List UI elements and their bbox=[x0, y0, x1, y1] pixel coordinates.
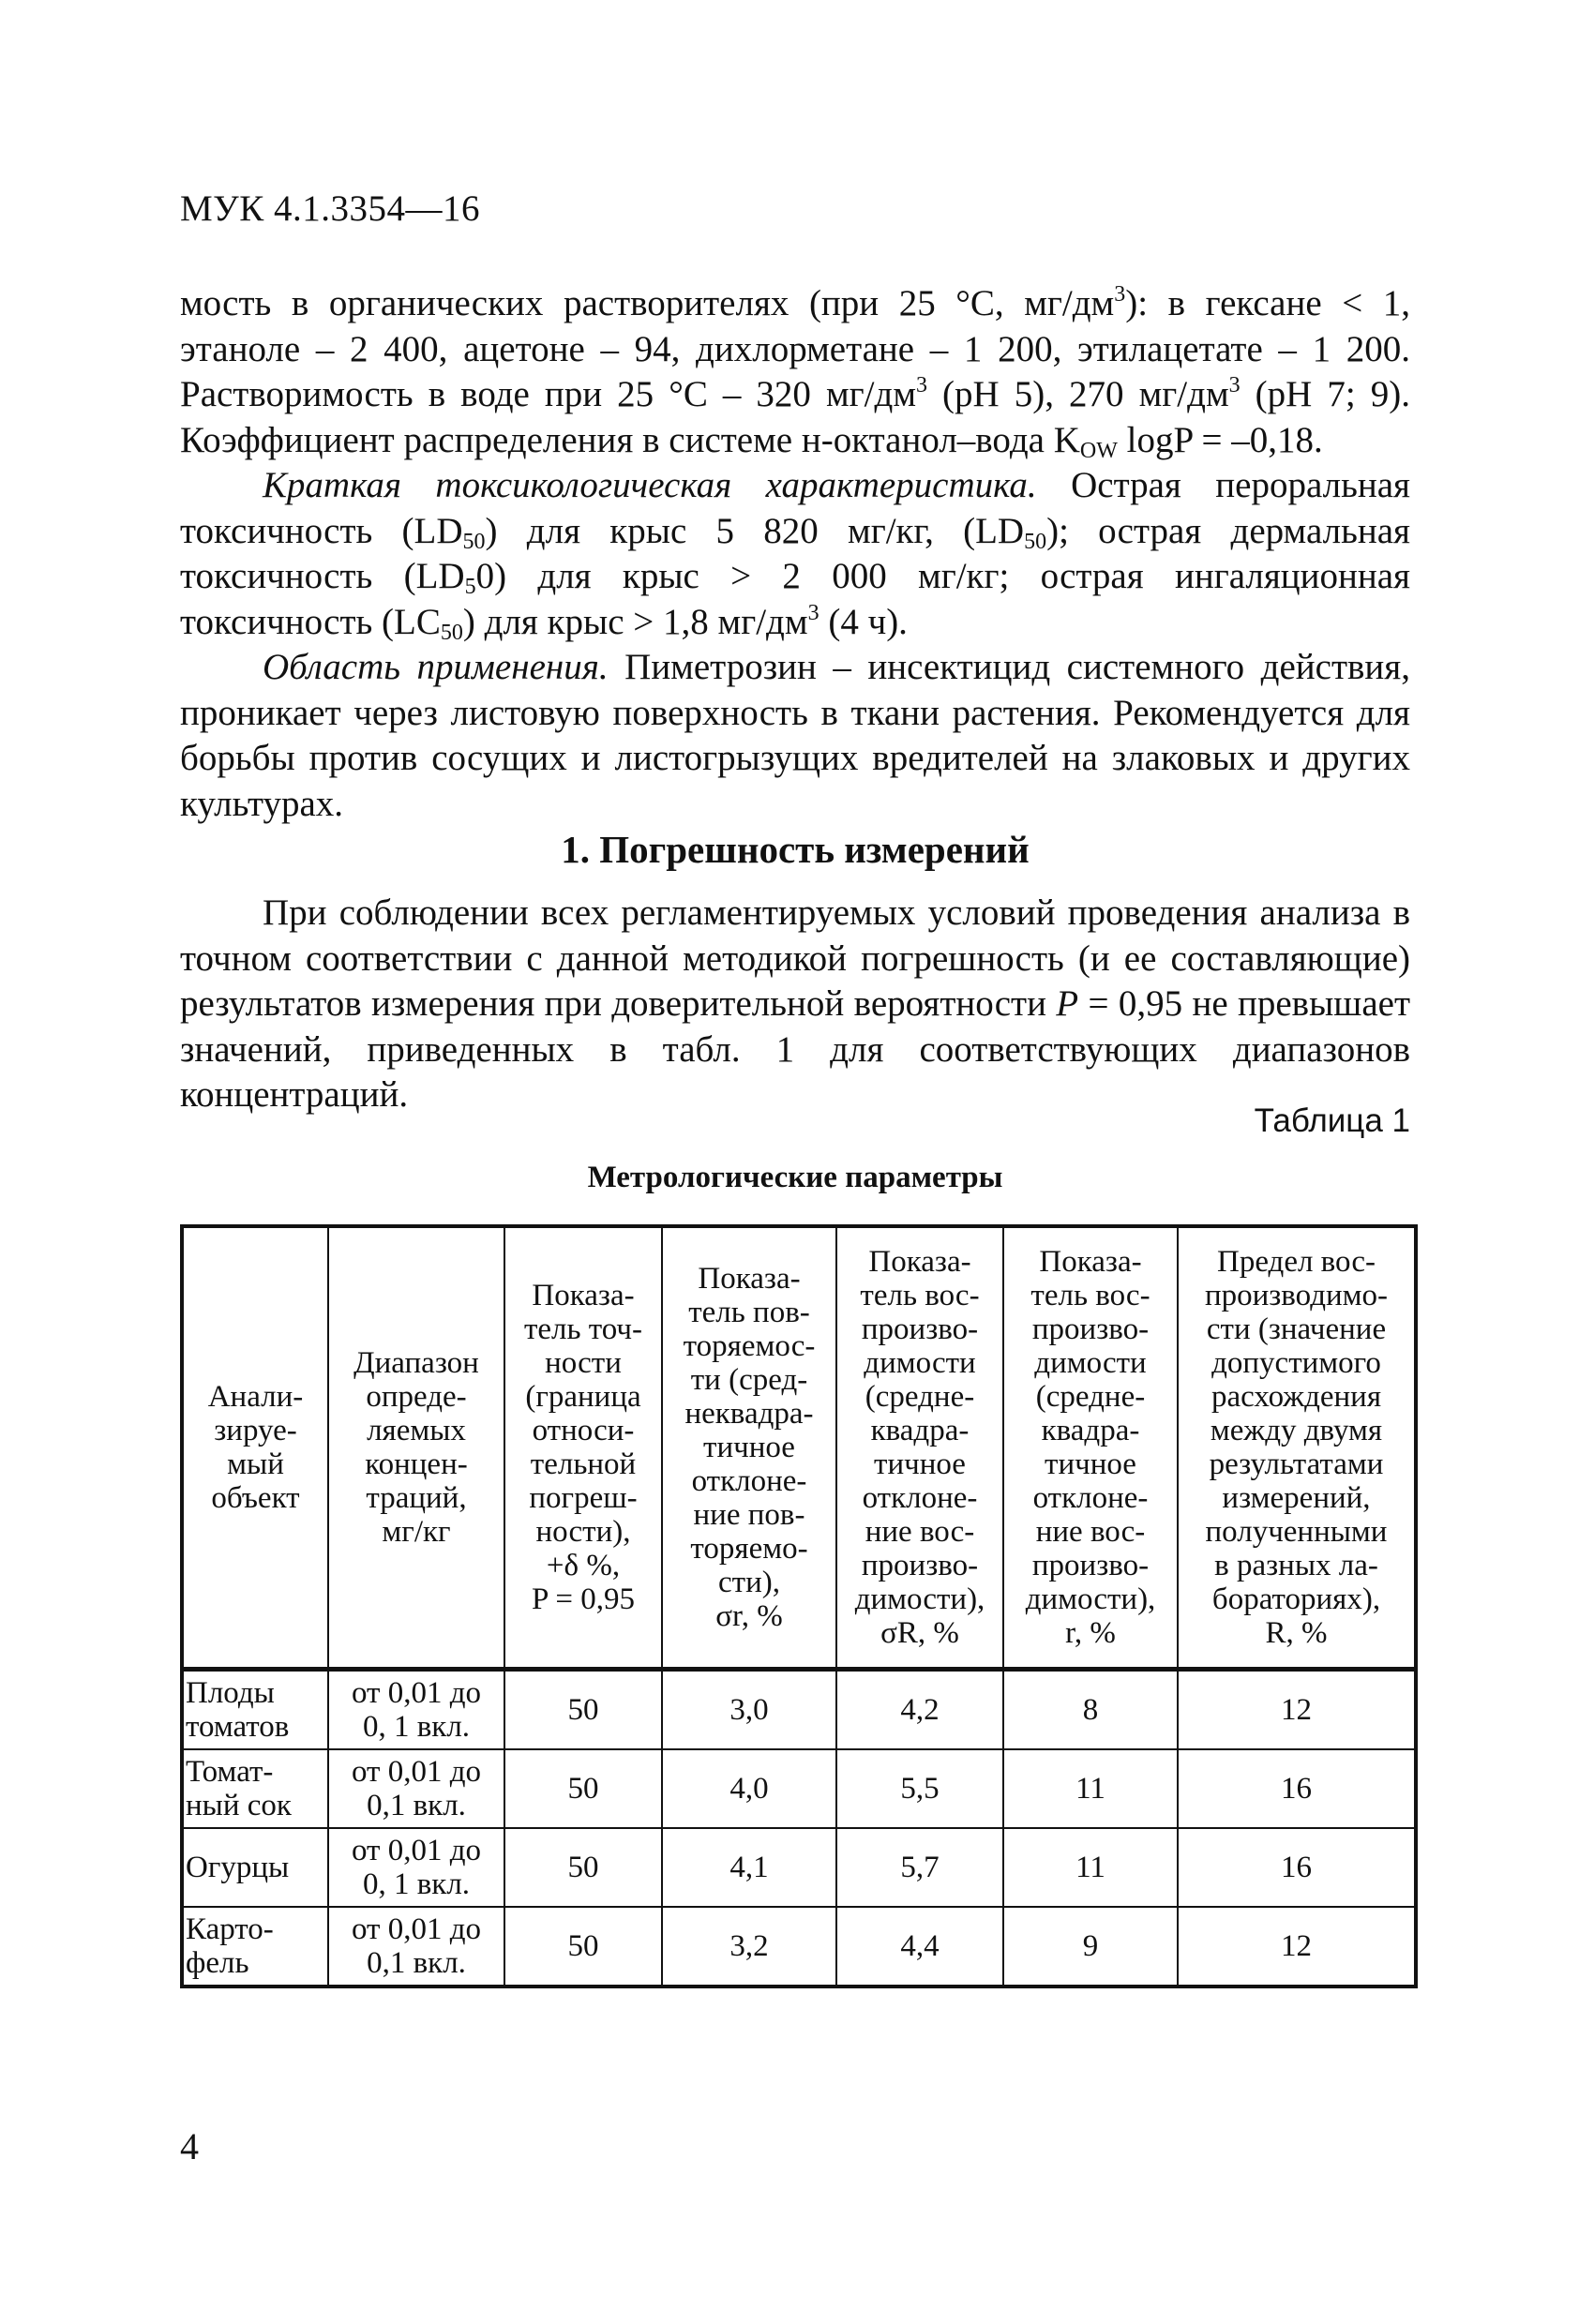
table-row bbox=[182, 1907, 1416, 1987]
toxicology-paragraph: Краткая токсикологическая характеристика. Острая пероральная токсичность $(LD_{50})$ для крыс 5 820 мг/кг, $(LD_{50})$; острая дермальная токсичность $(LD_50)$ для крыс > 2 000 мг/кг; острая ингаляционная токсичность $(LC_{50})$ для крыс > 1,8 $мг/дм^3$ (4 ч). bbox=[180, 465, 1410, 645]
header-reproducibility-r: Показа- тель вос- произво- димости (средне- квадра- тичное отклоне- ние вос- произво- димости), r, % bbox=[1003, 1226, 1178, 1670]
header-range: Диапазон опреде- ляемых концен- траций, мг/кг bbox=[328, 1226, 504, 1670]
section-title: 1. Погрешность измерений bbox=[561, 828, 1030, 871]
header-reproducibility-limit: Предел вос- производимо- сти (значение допустимого расхождения между двумя результатами измерений, полученными в разных ла- бораториях), R, % bbox=[1178, 1226, 1416, 1670]
cell-repeatability: 3,2 bbox=[662, 1907, 836, 1987]
cell-limit: 16 bbox=[1178, 1749, 1416, 1828]
cell-range: от 0,01 до 0,1 вкл. bbox=[328, 1907, 504, 1987]
cell-limit: 12 bbox=[1178, 1670, 1416, 1750]
application-paragraph: Область применения. Пиметрозин – инсектицид системного действия, проникает через листовую поверхность в ткани растения. Рекомендуется для борьбы против сосущих и листогрызущих вредителей на злаковых и других культурах. bbox=[180, 647, 1410, 824]
cell-object: Карто- фель bbox=[182, 1907, 328, 1987]
table-label: Таблица 1 bbox=[1254, 1102, 1410, 1139]
table-title: Метрологические параметры bbox=[587, 1161, 1003, 1194]
header-repeatability: Показа- тель пов- торяемос- ти (сред- неквадра- тичное отклоне- ние пов- торяемо- сти), σr, % bbox=[662, 1226, 836, 1670]
cell-accuracy: 50 bbox=[504, 1749, 662, 1828]
document-code: МУК 4.1.3354—16 bbox=[180, 188, 481, 229]
cell-limit: 12 bbox=[1178, 1907, 1416, 1987]
cell-reproducibility: 5,5 bbox=[836, 1749, 1003, 1828]
cell-range: от 0,01 до 0,1 вкл. bbox=[328, 1749, 504, 1828]
body-text bbox=[180, 281, 1410, 827]
cell-r: 11 bbox=[1003, 1749, 1178, 1828]
cell-range: от 0,01 до 0, 1 вкл. bbox=[328, 1828, 504, 1907]
cell-reproducibility: 4,2 bbox=[836, 1670, 1003, 1750]
cell-range: от 0,01 до 0, 1 вкл. bbox=[328, 1670, 504, 1750]
solubility-paragraph: мость в органических растворителях (при 25 °С, $мг/дм^3$): в гексане < 1, этаноле – 2 400, ацетоне – 94, дихлорметане – 1 200, этилацетате – 1 200. Растворимость в воде при 25 °С – 320 $мг/дм^3$ (рН 5), 270 $мг/дм^3$ (рН 7; 9). Коэффициент распределения в системе н-октанол–вода $K_{OW}$ logP = –0,18. bbox=[180, 282, 1410, 463]
error-paragraph: При соблюдении всех регламентируемых условий проведения анализа в точном соответствии с данной методикой погрешность (и ее составляющие) результатов измерения при доверительной вероятности P = 0,95 не превышает значений, приведенных в табл. 1 для соответствующих диапазонов концентраций. bbox=[180, 892, 1410, 1115]
cell-repeatability: 4,0 bbox=[662, 1749, 836, 1828]
cell-object: Томат- ный сок bbox=[182, 1749, 328, 1828]
table-row bbox=[182, 1670, 1416, 1750]
table-row bbox=[182, 1828, 1416, 1907]
metrology-table bbox=[180, 1224, 1418, 1988]
cell-accuracy: 50 bbox=[504, 1828, 662, 1907]
table-row bbox=[182, 1749, 1416, 1828]
cell-object: Огурцы bbox=[182, 1828, 328, 1907]
table-header-row bbox=[182, 1226, 1416, 1670]
header-object: Анали- зируе- мый объект bbox=[182, 1226, 328, 1670]
section-text bbox=[180, 891, 1410, 1118]
cell-r: 9 bbox=[1003, 1907, 1178, 1987]
cell-repeatability: 3,0 bbox=[662, 1670, 836, 1750]
cell-r: 11 bbox=[1003, 1828, 1178, 1907]
page-number: 4 bbox=[180, 2125, 199, 2167]
cell-object: Плоды томатов bbox=[182, 1670, 328, 1750]
cell-r: 8 bbox=[1003, 1670, 1178, 1750]
cell-accuracy: 50 bbox=[504, 1907, 662, 1987]
cell-reproducibility: 4,4 bbox=[836, 1907, 1003, 1987]
cell-accuracy: 50 bbox=[504, 1670, 662, 1750]
header-reproducibility: Показа- тель вос- произво- димости (средне- квадра- тичное отклоне- ние вос- произво- димости), σR, % bbox=[836, 1226, 1003, 1670]
cell-reproducibility: 5,7 bbox=[836, 1828, 1003, 1907]
cell-limit: 16 bbox=[1178, 1828, 1416, 1907]
cell-repeatability: 4,1 bbox=[662, 1828, 836, 1907]
header-accuracy: Показа- тель точ- ности (граница относи- тельной погреш- ности), +δ %, P = 0,95 bbox=[504, 1226, 662, 1670]
